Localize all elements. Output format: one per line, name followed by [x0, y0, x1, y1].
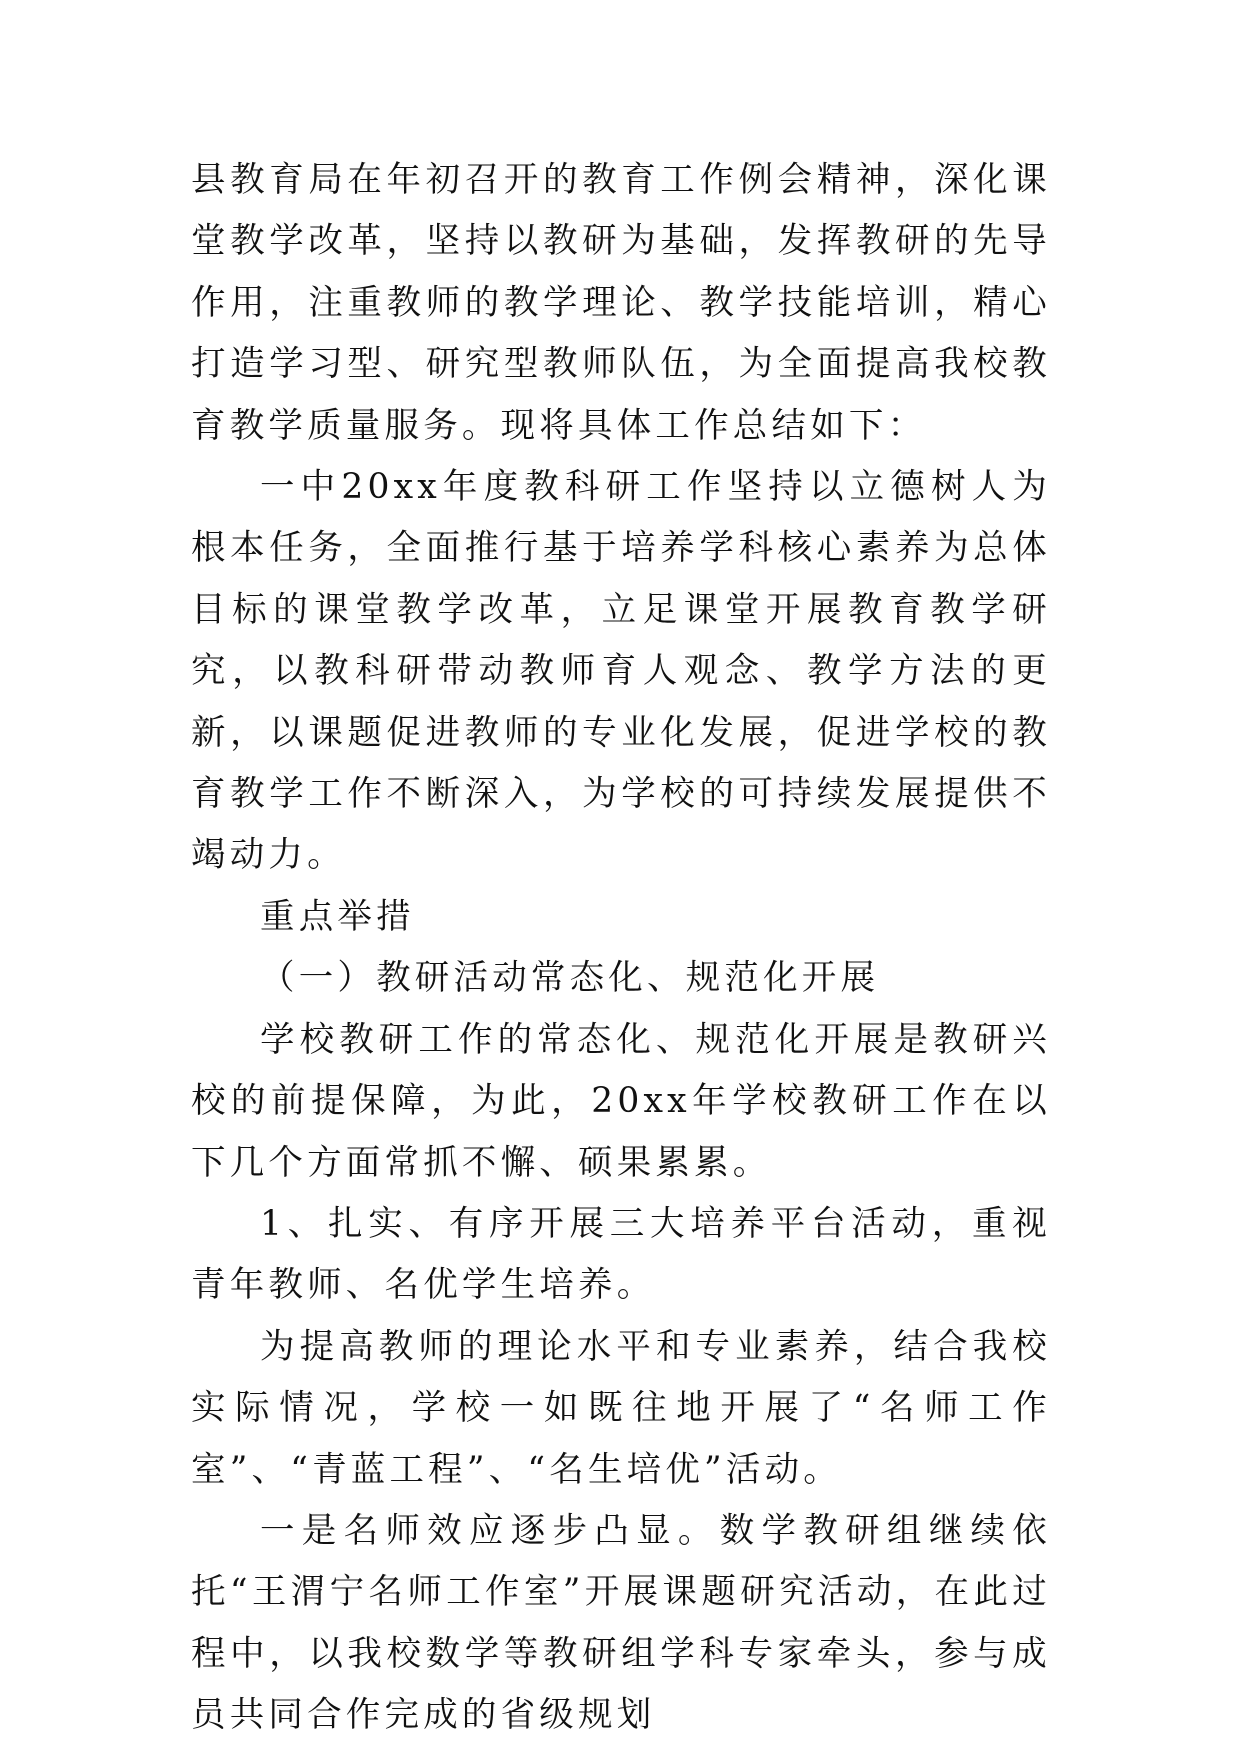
paragraph-teacher-training: 为提高教师的理论水平和专业素养，结合我校实际情况，学校一如既往地开展了“名师工作室”、“青蓝工程”、“名生培优”活动。	[191, 1326, 1051, 1490]
list-item-1: 1、扎实、有序开展三大培养平台活动，重视青年教师、名优学生培养。	[191, 1203, 1051, 1306]
section-heading-key-measures: 重点举措	[260, 896, 415, 937]
paragraph-regular-research: 学校教研工作的常态化、规范化开展是教研兴校的前提保障，为此，20xx年学校教研工作在以下几个方面常抓不懈、硕果累累。	[191, 1019, 1051, 1183]
document-body	[191, 150, 1051, 1747]
paragraph-annual-summary: 一中20xx年度教科研工作坚持以立德树人为根本任务，全面推行基于培养学科核心素养为总体目标的课堂教学改革，立足课堂开展教育教学研究，以教科研带动教师育人观念、教学方法的更新，以课题促进教师的专业化发展，促进学校的教育教学工作不断深入，为学校的可持续发展提供不竭动力。	[191, 467, 1051, 876]
paragraph-famous-teacher: 一是名师效应逐步凸显。数学教研组继续依托“王渭宁名师工作室”开展课题研究活动，在此过程中，以我校数学等教研组学科专家牵头，参与成员共同合作完成的省级规划	[191, 1510, 1051, 1736]
subsection-heading-1: （一）教研活动常态化、规范化开展	[260, 958, 880, 999]
paragraph-intro: 县教育局在年初召开的教育工作例会精神，深化课堂教学改革，坚持以教研为基础，发挥教研的先导作用，注重教师的教学理论、教学技能培训，精心打造学习型、研究型教师队伍，为全面提高我校教育教学质量服务。现将具体工作总结如下：	[191, 160, 1051, 446]
